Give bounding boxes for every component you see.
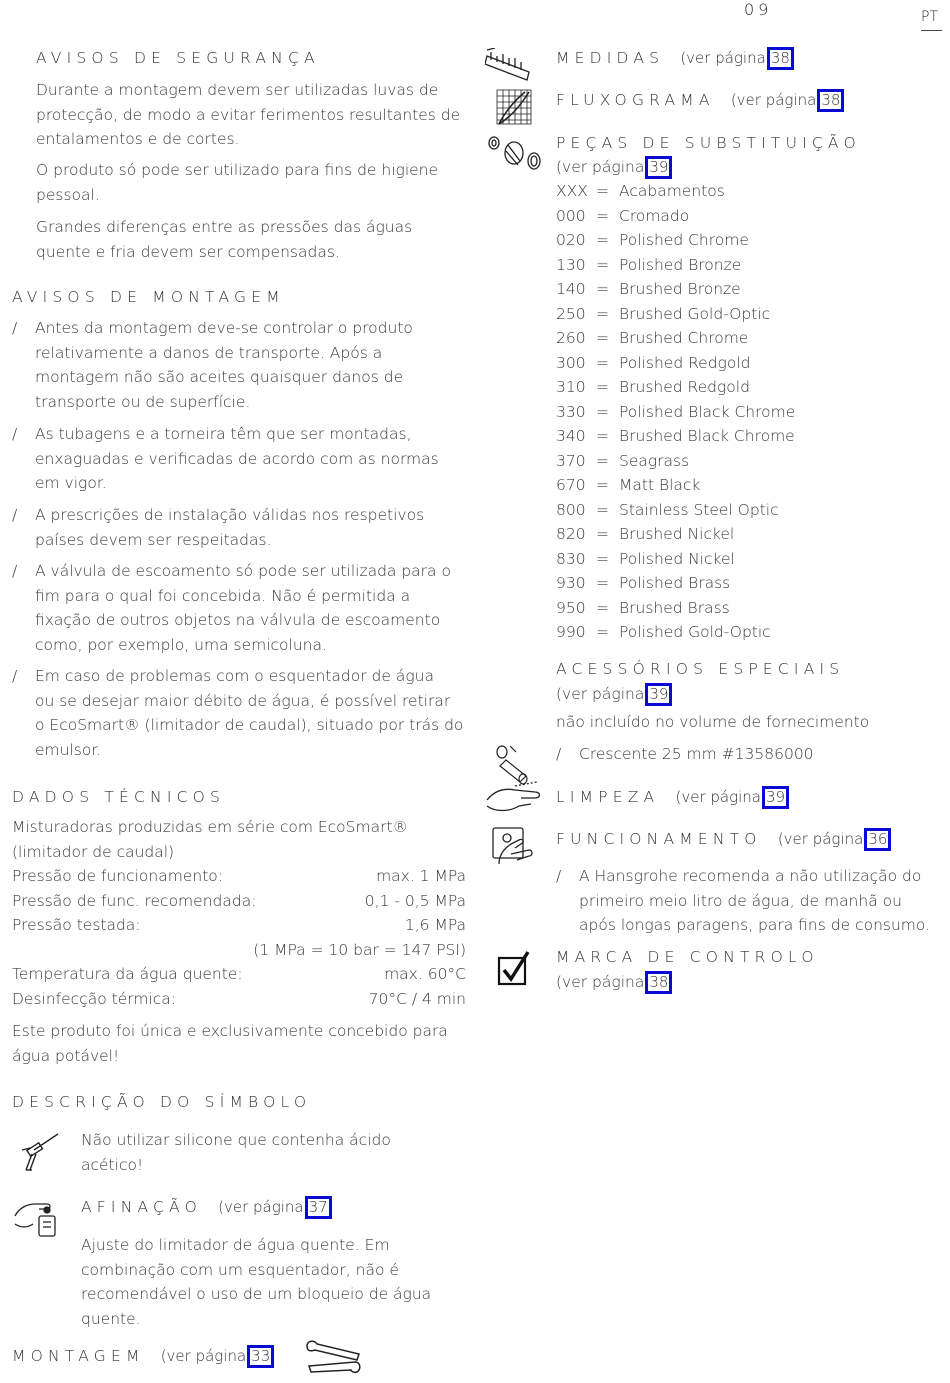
equals-sign: = [596, 549, 609, 568]
finish-list-item [556, 326, 795, 351]
equals-sign: = [596, 304, 609, 323]
finish-code: 990 [556, 623, 586, 641]
finish-code: 670 [556, 476, 586, 494]
assembly-note-2: / As tubagens e a torneira têm que ser montadas, enxaguadas e verificadas de acordo com as normas em vigor. [12, 425, 439, 492]
finish-name: Brushed Chrome [619, 329, 749, 347]
equals-sign: = [596, 280, 609, 298]
spare-parts-icon [486, 131, 544, 173]
cleaning-page-link[interactable]: 39 [761, 788, 789, 806]
finish-list-item [556, 277, 795, 302]
equals-sign: = [596, 353, 609, 372]
assembly-note-4: / A válvula de escoamento só pode ser utilizada para o fim para o qual foi concebida. Não é permitida a fixação de outros objetos na válvula de escoamento como, por exemplo, uma semicoluna. [12, 562, 451, 654]
finish-name: Polished Chrome [619, 231, 749, 249]
equals-sign: = [596, 623, 609, 641]
finish-list [556, 179, 795, 645]
tech-row: Desinfecção térmica: 70°C / 4 min [12, 989, 466, 1008]
finish-list-item [556, 253, 795, 278]
finish-name: Cromado [619, 206, 690, 225]
accessories-note: não incluído no volume de fornecimento [556, 713, 870, 731]
assembly-note-1: / Antes da montagem deve-se controlar o produto relativamente a danos de transporte. Após a montagem não são aceites quaisquer danos de transporte ou de superfície. [12, 319, 413, 411]
equals-sign: = [596, 231, 609, 249]
safety-paragraph-2: O produto só pode ser utilizado para fins de higiene pessoal. [36, 161, 439, 204]
finish-name: Brushed Bronze [619, 280, 741, 298]
finish-list-item [556, 204, 795, 229]
finish-code: 820 [556, 525, 586, 543]
equals-sign: = [596, 525, 609, 543]
silicone-gun-icon [18, 1130, 62, 1174]
finish-name: Polished Brass [619, 574, 731, 592]
medidas-page-link[interactable]: 38 [766, 49, 794, 67]
finish-code: 000 [556, 206, 586, 225]
finish-code: 250 [556, 304, 586, 323]
tech-row: Pressão de func. recomendada: 0,1 - 0,5 MPa [12, 891, 466, 910]
equals-sign: = [596, 427, 609, 445]
spare-parts-title: PEÇAS DE SUBSTITUIÇÃO [556, 134, 861, 152]
tech-intro: Misturadoras produzidas em série com EcoSmart® (limitador de caudal) [12, 818, 409, 861]
accessories-title: ACESSÓRIOS ESPECIAIS [556, 660, 845, 678]
finish-list-item [556, 449, 795, 474]
tech-data-title: DADOS TÉCNICOS [12, 788, 226, 806]
equals-sign: = [596, 255, 609, 274]
assembly-notes-title: AVISOS DE MONTAGEM [12, 288, 285, 306]
tech-note: Este produto foi única e exclusivamente concebido para água potável! [12, 1022, 448, 1065]
accessories-ref: (ver página 39 [556, 682, 672, 707]
finish-name: Brushed Gold-Optic [619, 304, 771, 323]
wrench-icon [303, 1336, 363, 1376]
finish-name: Polished Bronze [619, 255, 742, 274]
control-mark-page-link[interactable]: 38 [644, 973, 672, 991]
operation-item: / A Hansgrohe recomenda a não utilização do primeiro meio litro de água, de manhã ou após longas paragens, para fins de consumo. [556, 867, 931, 934]
finish-code: 800 [556, 500, 586, 519]
mounting-title: MONTAGEM (ver página 33 [12, 1344, 274, 1369]
equals-sign: = [596, 206, 609, 225]
finish-name: Polished Black Chrome [619, 402, 796, 421]
finish-code: 310 [556, 378, 586, 396]
finish-list-item [556, 522, 795, 547]
finish-code: 330 [556, 402, 586, 421]
equals-sign: = [596, 500, 609, 519]
equals-sign: = [596, 574, 609, 592]
tech-row: (1 MPa = 10 bar = 147 PSI) [253, 940, 466, 959]
finish-code: 300 [556, 353, 586, 372]
accessories-page-link[interactable]: 39 [644, 685, 672, 703]
equals-sign: = [596, 402, 609, 421]
symbols-title: DESCRIÇÃO DO SÍMBOLO [12, 1093, 312, 1111]
spare-parts-ref: (ver página 39 [556, 155, 672, 180]
page-number: 09 [744, 0, 773, 19]
equals-sign: = [596, 378, 609, 396]
finish-list-item [556, 547, 795, 572]
finish-list-item [556, 179, 795, 204]
mounting-page-link[interactable]: 33 [246, 1347, 274, 1365]
tech-row: Temperatura da água quente: max. 60°C [12, 965, 466, 983]
equals-sign: = [596, 476, 609, 494]
operation-page-link[interactable]: 36 [863, 830, 891, 848]
finish-code: 140 [556, 280, 586, 298]
finish-code: 930 [556, 574, 586, 592]
finish-list-item [556, 620, 795, 645]
finish-list-item [556, 571, 795, 596]
finish-list-item [556, 424, 795, 449]
finish-name: Seagrass [619, 451, 690, 470]
finish-code: 370 [556, 451, 586, 470]
tuning-title: AFINAÇÃO (ver página 37 [81, 1195, 332, 1220]
flow-chart-icon [495, 88, 535, 128]
finish-name: Polished Nickel [619, 549, 735, 568]
assembly-note-5: / Em caso de problemas com o esquentador de água ou se desejar maior débito de água, é possível retirar o EcoSmart® (limitador de caudal), situado por trás do emulsor. [12, 667, 464, 759]
finish-code: 130 [556, 255, 586, 274]
finish-code: 020 [556, 231, 586, 249]
assembly-note-3: / A prescrições de instalação válidas nos respetivos países devem ser respeitadas. [12, 506, 425, 549]
finish-list-item [556, 596, 795, 621]
finish-name: Matt Black [619, 476, 701, 494]
finish-name: Brushed Black Chrome [619, 427, 795, 445]
equals-sign: = [596, 451, 609, 470]
tech-row: Pressão testada: 1,6 MPa [12, 916, 466, 934]
tuning-text: Ajuste do limitador de água quente. Em combinação com um esquentador, não é recomendável o uso de um bloqueio de água quente. [81, 1236, 432, 1328]
finish-name: Brushed Redgold [619, 378, 750, 396]
spare-parts-page-link[interactable]: 39 [644, 158, 672, 176]
finish-list-item [556, 473, 795, 498]
language-underline [921, 30, 942, 31]
tech-row: Pressão de funcionamento: max. 1 MPa [12, 867, 466, 885]
safety-paragraph-1: Durante a montagem devem ser utilizadas luvas de protecção, de modo a evitar ferimentos resultantes de entalamentos e de cortes. [36, 81, 461, 148]
equals-sign: = [596, 329, 609, 347]
medidas-title: MEDIDAS (ver página 38 [556, 46, 794, 71]
finish-name: Acabamentos [619, 182, 725, 200]
operation-hand-icon [489, 824, 537, 870]
accessory-item: / Crescente 25 mm #13586000 [556, 745, 814, 763]
finish-list-item [556, 400, 795, 425]
control-mark-title: MARCA DE CONTROLO [556, 948, 819, 966]
finish-code: 950 [556, 598, 586, 617]
finish-code: 830 [556, 549, 586, 568]
finish-list-item [556, 498, 795, 523]
finish-name: Polished Gold-Optic [619, 623, 771, 641]
finish-name: Polished Redgold [619, 353, 751, 372]
flowchart-page-link[interactable]: 38 [816, 91, 844, 109]
tech-table [12, 864, 466, 1011]
checkmark-box-icon [496, 950, 532, 988]
cleaning-title: LIMPEZA (ver página 39 [556, 785, 789, 810]
finish-code: 260 [556, 329, 586, 347]
finish-list-item [556, 302, 795, 327]
finish-code: 340 [556, 427, 586, 445]
finish-code: XXX [556, 182, 588, 200]
finish-list-item [556, 375, 795, 400]
cleaning-hand-icon [485, 780, 543, 820]
finish-name: Brushed Brass [619, 598, 730, 617]
safety-title: AVISOS DE SEGURANÇA [36, 49, 320, 67]
tuning-page-link[interactable]: 37 [304, 1198, 332, 1216]
finish-list-item [556, 228, 795, 253]
equals-sign: = [596, 598, 609, 617]
flowchart-title: FLUXOGRAMA (ver página 38 [556, 88, 844, 113]
finish-name: Stainless Steel Optic [619, 500, 779, 519]
equals-sign: = [596, 182, 609, 200]
ruler-dimensions-icon [485, 48, 531, 84]
operation-title: FUNCIONAMENTO (ver página 36 [556, 827, 891, 852]
finish-name: Brushed Nickel [619, 525, 735, 543]
hand-adjust-icon [13, 1194, 61, 1242]
control-mark-ref: (ver página 38 [556, 970, 672, 995]
language-tag: PT [921, 9, 938, 25]
finish-list-item [556, 351, 795, 376]
safety-paragraph-3: Grandes diferenças entre as pressões das águas quente e fria devem ser compensadas. [36, 218, 413, 261]
silicone-warning: Não utilizar silicone que contenha ácido acético! [81, 1131, 391, 1174]
